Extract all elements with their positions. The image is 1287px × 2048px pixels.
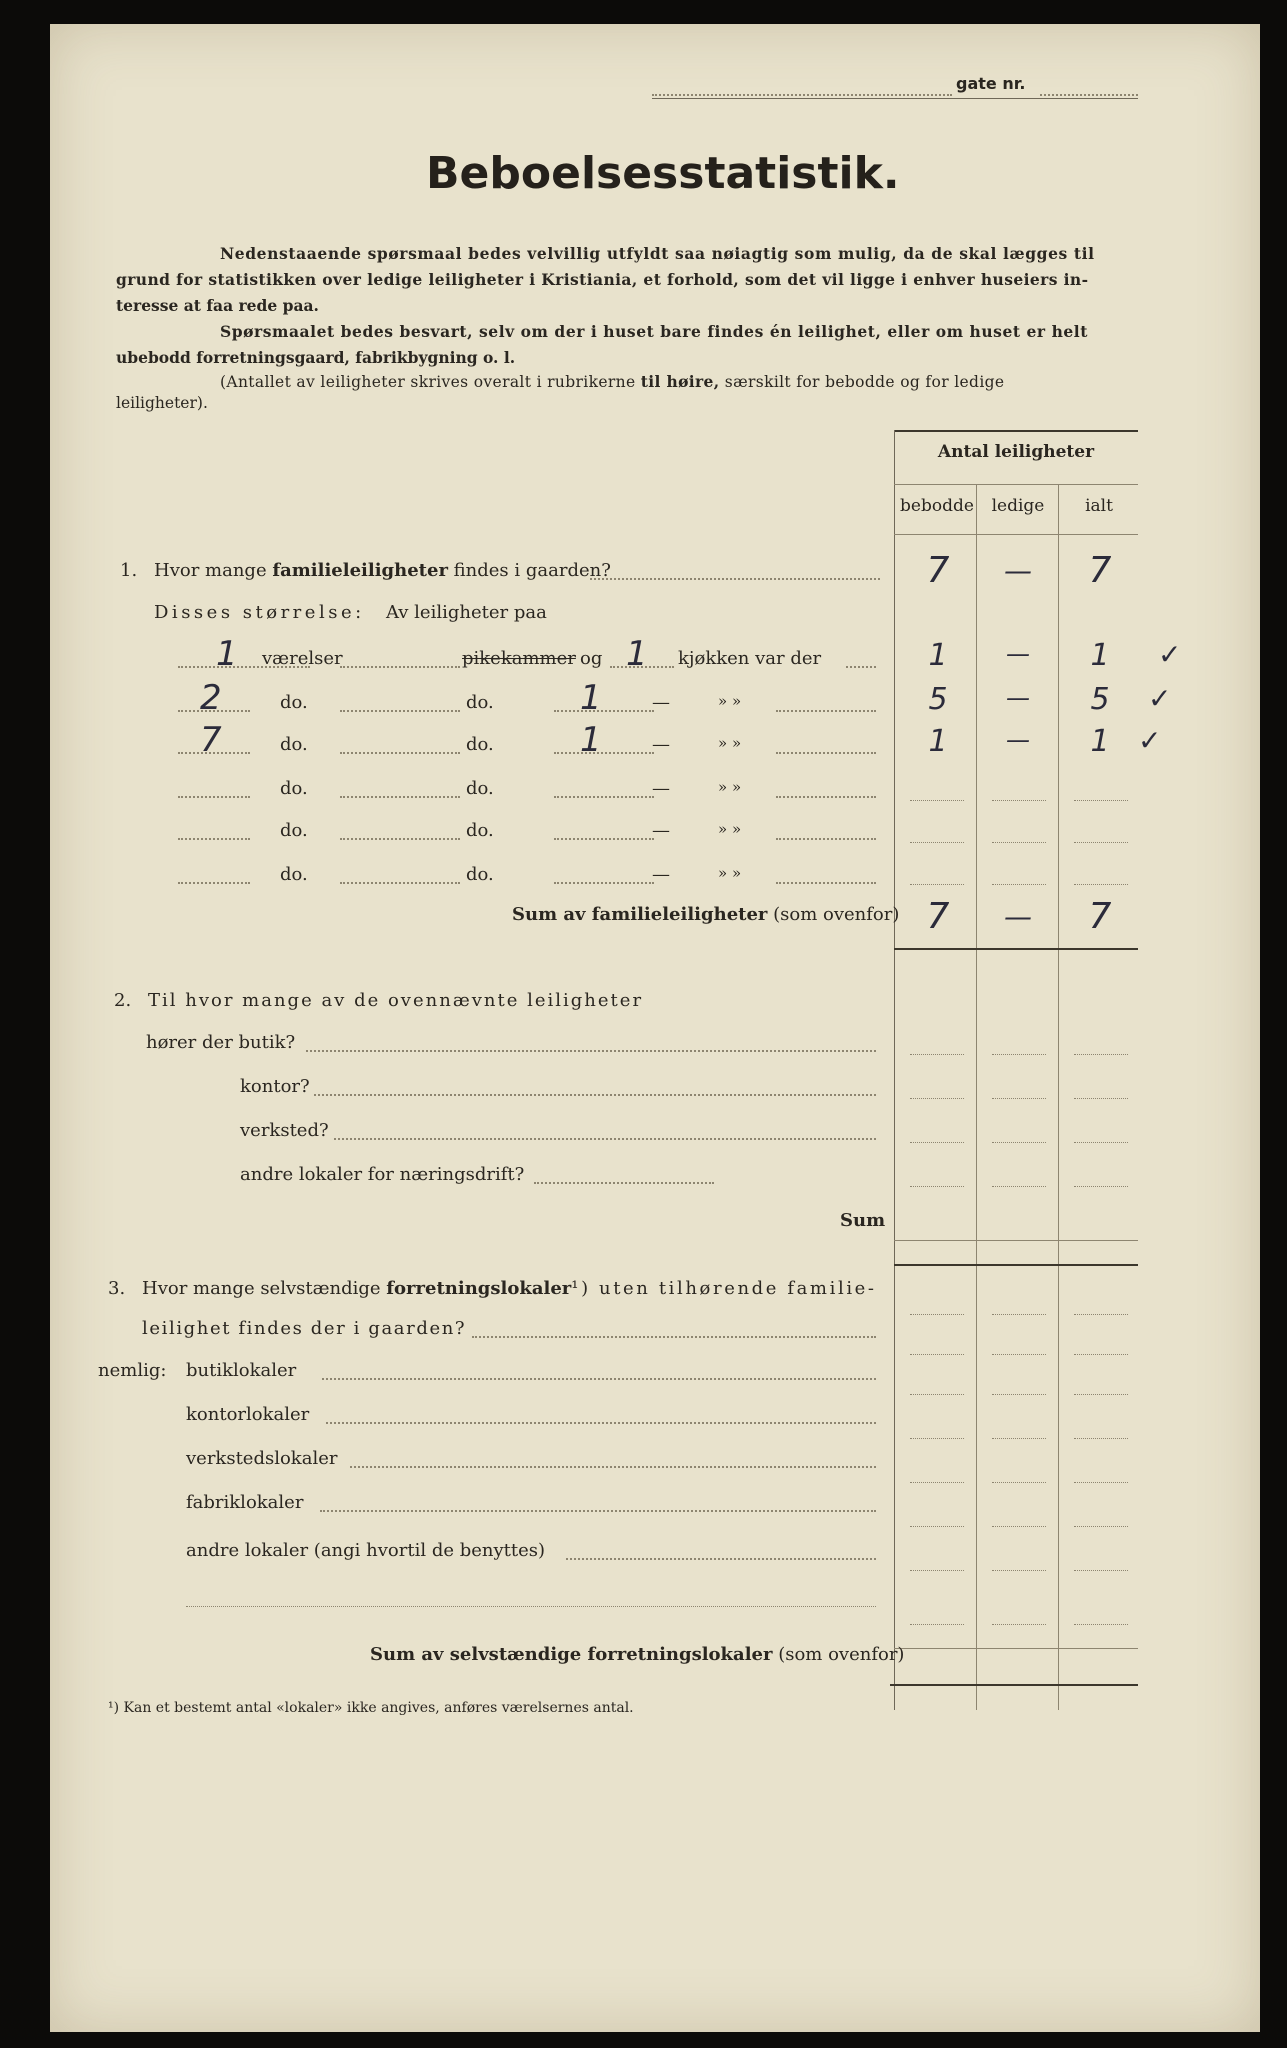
row-4-leader — [776, 796, 876, 798]
row-1-line-a — [340, 666, 460, 668]
row-3-do-1: do. — [280, 734, 308, 755]
row-4-dash: — — [652, 778, 670, 799]
table-cell-dots-15-1[interactable] — [910, 1624, 964, 1625]
row-2-bebodde[interactable]: 5 — [928, 682, 948, 717]
q2-item-andre: andre lokaler for næringsdrift? — [240, 1164, 525, 1185]
q1-sum-ialt[interactable]: 7 — [1088, 896, 1112, 937]
row-1-bebodde[interactable]: 1 — [928, 638, 948, 673]
row-2-rooms[interactable]: 2 — [200, 678, 222, 718]
table-cell-dots-13-3[interactable] — [1074, 1526, 1128, 1527]
q3-text-b: forretningslokaler — [386, 1278, 572, 1299]
row-3-leader — [776, 752, 876, 754]
row-3-dash: — — [652, 734, 670, 755]
table-cell-dots-8-3[interactable] — [1074, 1314, 1128, 1315]
q3-sum-a: Sum av — [370, 1644, 450, 1665]
gate-label: gate nr. — [956, 74, 1026, 93]
q3-text-a: Hvor mange selvstændige — [142, 1278, 387, 1299]
row-3-line-a — [340, 752, 460, 754]
row-1-kjokken: kjøkken var der — [678, 648, 822, 669]
q1-text-c: findes i gaarden? — [447, 560, 611, 581]
intro-line-5: ubebodd forretningsgaard, fabrikbygning o. l. — [116, 348, 516, 367]
gate-number-line[interactable] — [1040, 94, 1138, 96]
table-cell-dots-8-1[interactable] — [910, 1314, 964, 1315]
table-cell-dots-11-2[interactable] — [992, 1438, 1046, 1439]
row-6-quote: » » — [718, 864, 742, 882]
row-2-line-a — [340, 710, 460, 712]
table-rule-q3-sum-top — [894, 1648, 1138, 1649]
table-header-bottom — [894, 534, 1138, 535]
q1-number: 1. — [120, 560, 138, 581]
row-2-kitchen-line[interactable] — [554, 710, 654, 712]
row-3-do-2: do. — [466, 734, 494, 755]
q3-extra-line[interactable] — [186, 1606, 876, 1607]
row-1-og: og — [580, 648, 603, 669]
row-4-line-a — [340, 796, 460, 798]
row-2-quote: » » — [718, 692, 742, 710]
row-1-check-icon: ✓ — [1158, 638, 1182, 671]
row-4-do-2: do. — [466, 778, 494, 799]
q3-item-andre: andre lokaler (angi hvortil de benyttes) — [186, 1540, 546, 1561]
row-2-do-1: do. — [280, 692, 308, 713]
table-cell-dots-2-2[interactable] — [992, 842, 1046, 843]
intro-line-1: Nedenstaaende spørsmaal bedes velvillig utfyldt saa nøiagtig som mulig, da de skal lægges til — [220, 244, 1095, 263]
table-cell-dots-9-1[interactable] — [910, 1354, 964, 1355]
q3-item-fabriklokaler: fabriklokaler — [186, 1492, 304, 1513]
row-4-quote: » » — [718, 778, 742, 796]
q3-sum-b: selvstændige forretningslokaler — [449, 1644, 773, 1665]
table-cell-dots-6-1[interactable] — [910, 1142, 964, 1143]
table-col-rule-2 — [1058, 484, 1059, 1710]
row-5-leader — [776, 838, 876, 840]
table-cell-dots-3-1[interactable] — [910, 884, 964, 885]
table-cell-dots-15-3[interactable] — [1074, 1624, 1128, 1625]
q1-text-a: Hvor mange — [154, 560, 273, 581]
intro-line-2: grund for statistikken over ledige leiligheter i Kristiania, et forhold, som det vil ligge i enhver huseiers in- — [116, 270, 1089, 289]
table-top-rule — [894, 430, 1138, 432]
table-cell-dots-12-3[interactable] — [1074, 1482, 1128, 1483]
table-cell-dots-9-2[interactable] — [992, 1354, 1046, 1355]
row-5-line-a — [340, 838, 460, 840]
q3-question-cont: leilighet findes der i gaarden? — [142, 1318, 467, 1339]
table-header-divider — [894, 484, 1138, 485]
row-2-leader — [776, 710, 876, 712]
q2-item-butik: hører der butik? — [146, 1032, 296, 1053]
intro-line-7: leiligheter). — [116, 394, 208, 412]
row-5-do-2: do. — [466, 820, 494, 841]
row-3-bebodde[interactable]: 1 — [928, 724, 948, 759]
row-3-check-icon: ✓ — [1138, 724, 1162, 757]
q3-sum-label — [370, 1644, 904, 1665]
q3-verkstedslokaler-dots — [350, 1466, 876, 1468]
row-3-kitchen[interactable]: 1 — [580, 720, 602, 760]
q2-item-verksted: verksted? — [240, 1120, 329, 1141]
row-6-do-2: do. — [466, 864, 494, 885]
table-cell-dots-10-2[interactable] — [992, 1394, 1046, 1395]
q3-butiklokaler-dots — [322, 1378, 876, 1380]
table-cell-dots-5-3[interactable] — [1074, 1098, 1128, 1099]
q2-question: Til hvor mange av de ovennævnte leiligheter — [148, 990, 644, 1011]
row-5-rooms-line[interactable] — [178, 838, 250, 840]
row-2-check-icon: ✓ — [1148, 682, 1172, 715]
row-1-leader — [846, 666, 876, 668]
q1-sizes-sub: Av leiligheter paa — [386, 602, 547, 623]
row-6-do-1: do. — [280, 864, 308, 885]
row-6-line-a — [340, 882, 460, 884]
table-cell-dots-7-1[interactable] — [910, 1186, 964, 1187]
table-cell-dots-6-3[interactable] — [1074, 1142, 1128, 1143]
q2-item-kontor: kontor? — [240, 1076, 310, 1097]
row-5-quote: » » — [718, 820, 742, 838]
q2-verksted-dots — [334, 1138, 876, 1140]
table-bottom-rule — [890, 1684, 1138, 1686]
q2-kontor-dots — [314, 1094, 876, 1096]
q1-text-b: familieleiligheter — [272, 560, 448, 581]
intro-line-6-b: til høire, — [640, 372, 720, 391]
row-3-ledige[interactable]: — — [1006, 726, 1030, 754]
table-cell-dots-15-2[interactable] — [992, 1624, 1046, 1625]
table-cell-dots-7-2[interactable] — [992, 1186, 1046, 1187]
footnote: ¹) Kan et bestemt antal «lokaler» ikke angives, anføres værelsernes antal. — [108, 1700, 634, 1716]
table-rule-q2-sum — [894, 1264, 1138, 1266]
table-cell-dots-8-2[interactable] — [992, 1314, 1046, 1315]
q1-question — [154, 560, 611, 581]
row-5-do-1: do. — [280, 820, 308, 841]
q3-sum-c: (som ovenfor) — [772, 1644, 905, 1665]
q3-item-verkstedslokaler: verkstedslokaler — [186, 1448, 338, 1469]
q1-sum-bebodde[interactable]: 7 — [926, 896, 950, 937]
row-1-ledige[interactable]: — — [1006, 640, 1030, 668]
row-3-quote: » » — [718, 734, 742, 752]
table-cell-dots-2-1[interactable] — [910, 842, 964, 843]
table-title: Antal leiligheter — [937, 442, 1095, 462]
row-4-rooms-line[interactable] — [178, 796, 250, 798]
table-cell-dots-13-2[interactable] — [992, 1526, 1046, 1527]
table-cell-dots-5-2[interactable] — [992, 1098, 1046, 1099]
q2-andre-dots — [534, 1182, 714, 1184]
intro-line-4: Spørsmaalet bedes besvart, selv om der i huset bare findes én leilighet, eller om huset er helt — [220, 322, 1088, 341]
col-header-ledige: ledige — [991, 496, 1045, 516]
row-1-ialt[interactable]: 1 — [1090, 638, 1110, 673]
q3-nemlig: nemlig: — [98, 1360, 167, 1381]
table-rule-q1-sum — [894, 948, 1138, 950]
q3-question-dots — [472, 1336, 876, 1338]
row-6-dash: — — [652, 864, 670, 885]
page-title: Beboelsesstatistik. — [426, 148, 900, 199]
gate-dotted-line — [652, 94, 952, 96]
table-cell-dots-14-2[interactable] — [992, 1570, 1046, 1571]
table-cell-dots-1-3[interactable] — [1074, 800, 1128, 801]
q3-question — [142, 1278, 877, 1299]
row-5-dash: — — [652, 820, 670, 841]
q1-sum-ledige[interactable]: — — [1004, 900, 1032, 933]
q3-andre-dots — [566, 1558, 876, 1560]
q1-leader-dots — [590, 578, 880, 580]
q3-item-kontorlokaler: kontorlokaler — [186, 1404, 310, 1425]
table-cell-dots-9-3[interactable] — [1074, 1354, 1128, 1355]
q3-fabriklokaler-dots — [320, 1510, 876, 1512]
col-header-ialt: ialt — [1085, 496, 1113, 516]
intro-line-6 — [220, 372, 1004, 391]
table-cell-dots-1-1[interactable] — [910, 800, 964, 801]
row-6-kitchen-line[interactable] — [554, 882, 654, 884]
q2-butik-dots — [306, 1050, 876, 1052]
table-cell-dots-2-3[interactable] — [1074, 842, 1128, 843]
table-cell-dots-10-3[interactable] — [1074, 1394, 1128, 1395]
intro-line-6-a: (Antallet av leiligheter skrives overalt i rubrikerne — [220, 373, 641, 391]
row-6-rooms-line[interactable] — [178, 882, 250, 884]
q1-sizes-label: Disses størrelse: — [154, 602, 365, 623]
row-3-ialt[interactable]: 1 — [1090, 724, 1110, 759]
q3-text-c: ¹) uten tilhørende familie- — [571, 1278, 877, 1299]
row-3-rooms[interactable]: 7 — [200, 720, 222, 760]
table-cell-dots-12-2[interactable] — [992, 1482, 1046, 1483]
row-1-vaerelser: værelser — [262, 648, 343, 669]
q1-answer-bebodde[interactable]: 7 — [926, 550, 950, 591]
table-cell-dots-4-3[interactable] — [1074, 1054, 1128, 1055]
q1-answer-ialt[interactable]: 7 — [1088, 550, 1112, 591]
table-cell-dots-13-1[interactable] — [910, 1526, 964, 1527]
table-cell-dots-11-1[interactable] — [910, 1438, 964, 1439]
table-cell-dots-12-1[interactable] — [910, 1482, 964, 1483]
q1-sum-c: (som ovenfor) — [767, 904, 900, 925]
table-cell-dots-3-2[interactable] — [992, 884, 1046, 885]
q3-number: 3. — [108, 1278, 126, 1299]
q2-number: 2. — [114, 990, 132, 1011]
table-cell-dots-4-2[interactable] — [992, 1054, 1046, 1055]
table-left-rule — [894, 430, 895, 1710]
table-cell-dots-5-1[interactable] — [910, 1098, 964, 1099]
table-cell-dots-1-2[interactable] — [992, 800, 1046, 801]
row-2-dash: — — [652, 692, 670, 713]
q3-item-butiklokaler: butiklokaler — [186, 1360, 297, 1381]
intro-line-3: teresse at faa rede paa. — [116, 296, 319, 315]
gate-underline — [652, 98, 1138, 99]
table-rule-q2-sum-top — [894, 1240, 1138, 1241]
q1-answer-ledige[interactable]: — — [1004, 554, 1032, 587]
table-cell-dots-14-1[interactable] — [910, 1570, 964, 1571]
table-cell-dots-10-1[interactable] — [910, 1394, 964, 1395]
row-5-kitchen-line[interactable] — [554, 838, 654, 840]
intro-line-6-c: særskilt for bebodde og for ledige — [719, 373, 1005, 391]
q3-kontorlokaler-dots — [326, 1422, 876, 1424]
table-cell-dots-7-3[interactable] — [1074, 1186, 1128, 1187]
row-4-kitchen-line[interactable] — [554, 796, 654, 798]
row-1-kitchen[interactable]: 1 — [626, 634, 648, 674]
row-2-do-2: do. — [466, 692, 494, 713]
q2-sum-label: Sum — [840, 1210, 886, 1231]
row-2-ledige[interactable]: — — [1006, 684, 1030, 712]
row-1-rooms[interactable]: 1 — [216, 634, 238, 674]
col-header-bebodde: bebodde — [900, 496, 974, 516]
row-2-ialt[interactable]: 5 — [1090, 682, 1110, 717]
table-cell-dots-6-2[interactable] — [992, 1142, 1046, 1143]
row-2-kitchen[interactable]: 1 — [580, 678, 602, 718]
row-4-do-1: do. — [280, 778, 308, 799]
table-cell-dots-3-3[interactable] — [1074, 884, 1128, 885]
document-page — [50, 24, 1260, 2032]
row-6-leader — [776, 882, 876, 884]
q1-sum-b: familieleiligheter — [591, 904, 768, 925]
q1-sum-label — [512, 904, 899, 925]
table-cell-dots-4-1[interactable] — [910, 1054, 964, 1055]
row-1-pikekammer: pikekammer — [462, 648, 576, 669]
table-cell-dots-14-3[interactable] — [1074, 1570, 1128, 1571]
row-3-kitchen-line[interactable] — [554, 752, 654, 754]
table-cell-dots-11-3[interactable] — [1074, 1438, 1128, 1439]
q1-sum-a: Sum av — [512, 904, 592, 925]
